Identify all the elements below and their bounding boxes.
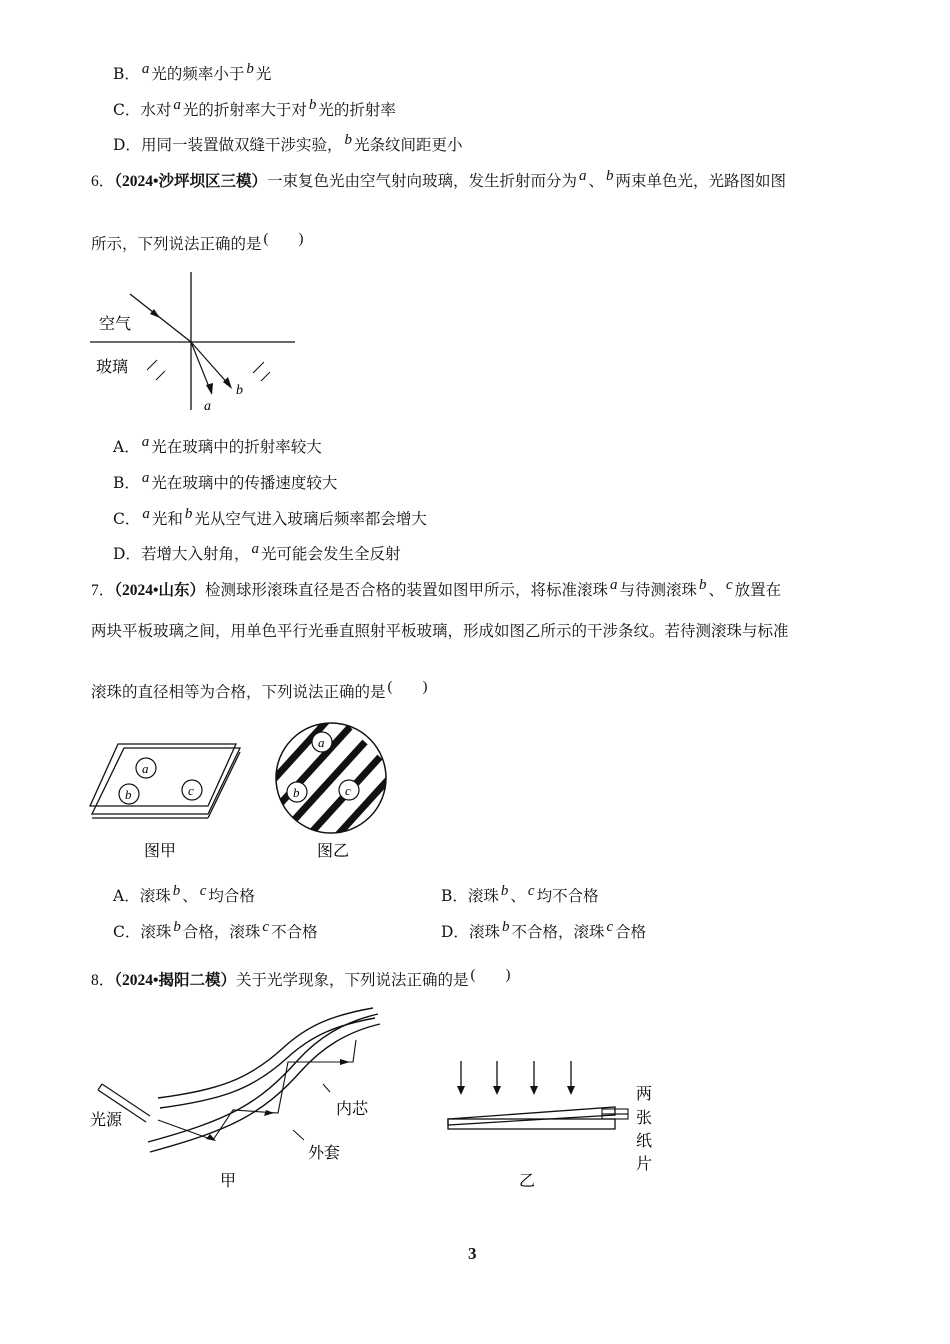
- option-text: 合格，滚珠: [182, 923, 261, 941]
- option-text: 若增大入射角，: [140, 545, 250, 563]
- figure-caption: 图乙: [317, 841, 350, 860]
- q6-stem-line1: [91, 168, 786, 192]
- variable: a: [141, 434, 150, 450]
- cladding-label: 外套: [308, 1143, 341, 1162]
- q5-option-d: [113, 132, 463, 156]
- variable: b: [605, 168, 614, 184]
- option-label: A．: [113, 887, 140, 905]
- core-leader: [323, 1084, 330, 1092]
- option-text: 光的折射率大于对: [182, 101, 307, 119]
- option-text: 光从空气进入玻璃后频率都会增大: [194, 510, 427, 528]
- figure-caption: 图甲: [144, 841, 177, 860]
- question-source: （2024•沙坪坝区三模）: [114, 173, 267, 190]
- q8-stem: [91, 967, 512, 991]
- fiber-cladding: [148, 1008, 380, 1152]
- light-path: [158, 1040, 356, 1140]
- stem-text: 所示，下列说法正确的是: [91, 235, 262, 253]
- page-number: 3: [468, 1244, 477, 1263]
- top-glass-plate: [448, 1107, 615, 1125]
- variable: b: [698, 577, 707, 593]
- ball-a-label: a: [318, 735, 325, 750]
- variable: a: [141, 61, 150, 77]
- variable: a: [251, 541, 259, 557]
- option-text: 光的频率小于: [151, 65, 245, 83]
- incident-light-arrows: [461, 1061, 571, 1091]
- option-text: 滚珠: [468, 923, 500, 941]
- q6-option-c: [113, 506, 427, 530]
- glass-label: 玻璃: [96, 357, 129, 376]
- option-label: D．: [113, 136, 141, 154]
- variable: b: [344, 132, 352, 148]
- ray-a-label: a: [204, 399, 211, 414]
- ball-a-label: a: [142, 761, 149, 776]
- upper-glass-plate: [90, 744, 236, 806]
- stem-text: 一束复色光由空气射向玻璃，发生折射而分为: [266, 172, 577, 190]
- q7-stem-line3: [91, 679, 430, 703]
- option-text: 水对: [140, 101, 172, 119]
- glass-hatch: [147, 360, 270, 381]
- ball-c-label: c: [188, 783, 194, 798]
- option-text: 不合格: [271, 923, 318, 941]
- variable: b: [173, 919, 181, 935]
- answer-bracket: ( ): [470, 967, 511, 983]
- option-label: C．: [113, 923, 141, 941]
- stem-text: 、: [588, 172, 604, 190]
- q6-option-b: [113, 470, 338, 494]
- variable: a: [578, 168, 587, 184]
- ray-b-label: b: [236, 383, 243, 398]
- q7-figure-jia: [88, 740, 248, 865]
- option-text: 光在玻璃中的传播速度较大: [151, 474, 338, 492]
- figure-caption: 甲: [220, 1171, 237, 1190]
- option-label: C．: [113, 101, 141, 119]
- option-text: 滚珠: [467, 887, 499, 905]
- option-text: 、: [182, 887, 198, 905]
- question-source: （2024•揭阳二模）: [114, 972, 236, 989]
- stem-text: 两束单色光，光路图如图: [615, 172, 786, 190]
- figure-caption: 乙: [519, 1171, 536, 1190]
- option-text: 光条纹间距更小: [353, 136, 463, 154]
- option-text: 不合格，滚珠: [511, 923, 605, 941]
- stem-text: 放置在: [734, 581, 782, 599]
- variable: c: [527, 883, 535, 899]
- variable: b: [246, 61, 254, 77]
- q7-figure-yi: [275, 722, 390, 867]
- q7-stem-line2: [91, 621, 789, 641]
- variable: b: [184, 506, 193, 522]
- ray-a-arrow: [206, 383, 213, 395]
- light-arrow: [340, 1059, 350, 1065]
- q6-stem-line2: [91, 231, 306, 255]
- ball-c-label: c: [345, 783, 351, 798]
- variable: b: [172, 883, 181, 899]
- option-text: 光可能会发生全反射: [260, 545, 401, 563]
- top-glass-plate: [92, 748, 240, 814]
- q7-option-c: [113, 919, 318, 943]
- air-label: 空气: [99, 314, 132, 333]
- q8-figure-fiber: [88, 1010, 388, 1200]
- variable: c: [726, 577, 733, 593]
- q7-stem-line1: [91, 577, 782, 601]
- q6-refraction-figure: [90, 272, 300, 417]
- plate-edge: [208, 752, 240, 818]
- option-label: C．: [113, 510, 141, 528]
- q6-option-d: [113, 541, 401, 565]
- question-source: （2024•山东）: [114, 582, 205, 599]
- q5-option-b: [113, 61, 272, 85]
- answer-bracket: ( ): [387, 679, 428, 695]
- light-source: [98, 1084, 102, 1090]
- ball-b-label: b: [293, 785, 300, 800]
- paper-label: 片: [636, 1154, 653, 1173]
- paper-label: 两: [636, 1084, 653, 1103]
- cladding-leader: [293, 1130, 304, 1140]
- stem-text: 两块平板玻璃之间，用单色平行光垂直照射平板玻璃，形成如图乙所示的干涉条纹。若待测滚珠与标准: [91, 622, 789, 640]
- option-text: 光在玻璃中的折射率较大: [151, 438, 322, 456]
- light-arrow: [264, 1110, 274, 1116]
- option-text: 、: [510, 887, 526, 905]
- incident-ray: [130, 294, 191, 342]
- stem-text: 检测球形滚珠直径是否合格的装置如图甲所示，将标准滚珠: [204, 581, 608, 599]
- ball-b-label: b: [125, 787, 132, 802]
- stem-text: 滚珠的直径相等为合格，下列说法正确的是: [91, 683, 386, 701]
- variable: b: [308, 97, 317, 113]
- option-text: 滚珠: [139, 887, 171, 905]
- question-number: 7．: [91, 582, 115, 599]
- variable: a: [173, 97, 181, 113]
- answer-bracket: ( ): [263, 231, 304, 247]
- stem-text: 与待测滚珠: [619, 581, 697, 599]
- interference-fringes: [220, 697, 410, 897]
- option-label: D．: [441, 923, 469, 941]
- option-text: 用同一装置做双缝干涉实验，: [140, 136, 343, 154]
- variable: b: [500, 883, 509, 899]
- q7-option-d: [441, 919, 647, 943]
- option-text: 光的折射率: [318, 101, 396, 119]
- variable: a: [141, 470, 150, 486]
- stem-text: 关于光学现象，下列说法正确的是: [235, 971, 469, 989]
- option-text: 合格: [615, 923, 647, 941]
- light-source-label: 光源: [90, 1110, 123, 1129]
- variable: a: [142, 506, 150, 522]
- arrowheads: [457, 1086, 575, 1095]
- variable: c: [606, 919, 614, 935]
- q8-figure-wedge: [440, 1055, 670, 1195]
- option-text: 均不合格: [536, 887, 599, 905]
- option-label: D．: [113, 545, 141, 563]
- option-text: 光: [255, 65, 272, 83]
- paper-label: 张: [636, 1108, 653, 1127]
- question-number: 6．: [91, 173, 115, 190]
- core-label: 内芯: [336, 1099, 369, 1118]
- q7-option-b: [441, 883, 599, 907]
- question-number: 8．: [91, 972, 115, 989]
- q6-option-a: [113, 434, 322, 458]
- stem-text: 、: [708, 581, 724, 599]
- q7-option-a: [113, 883, 255, 907]
- variable: b: [501, 919, 510, 935]
- q5-option-c: [113, 97, 396, 121]
- option-label: A．: [113, 438, 140, 456]
- variable: c: [199, 883, 207, 899]
- option-label: B．: [441, 887, 468, 905]
- option-text: 光和: [151, 510, 183, 528]
- option-text: 滚珠: [140, 923, 172, 941]
- variable: c: [262, 919, 270, 935]
- option-label: B．: [113, 474, 140, 492]
- option-text: 均合格: [208, 887, 255, 905]
- option-label: B．: [113, 65, 140, 83]
- variable: a: [609, 577, 618, 593]
- paper-label: 纸: [636, 1131, 653, 1150]
- ray-b: [191, 342, 230, 386]
